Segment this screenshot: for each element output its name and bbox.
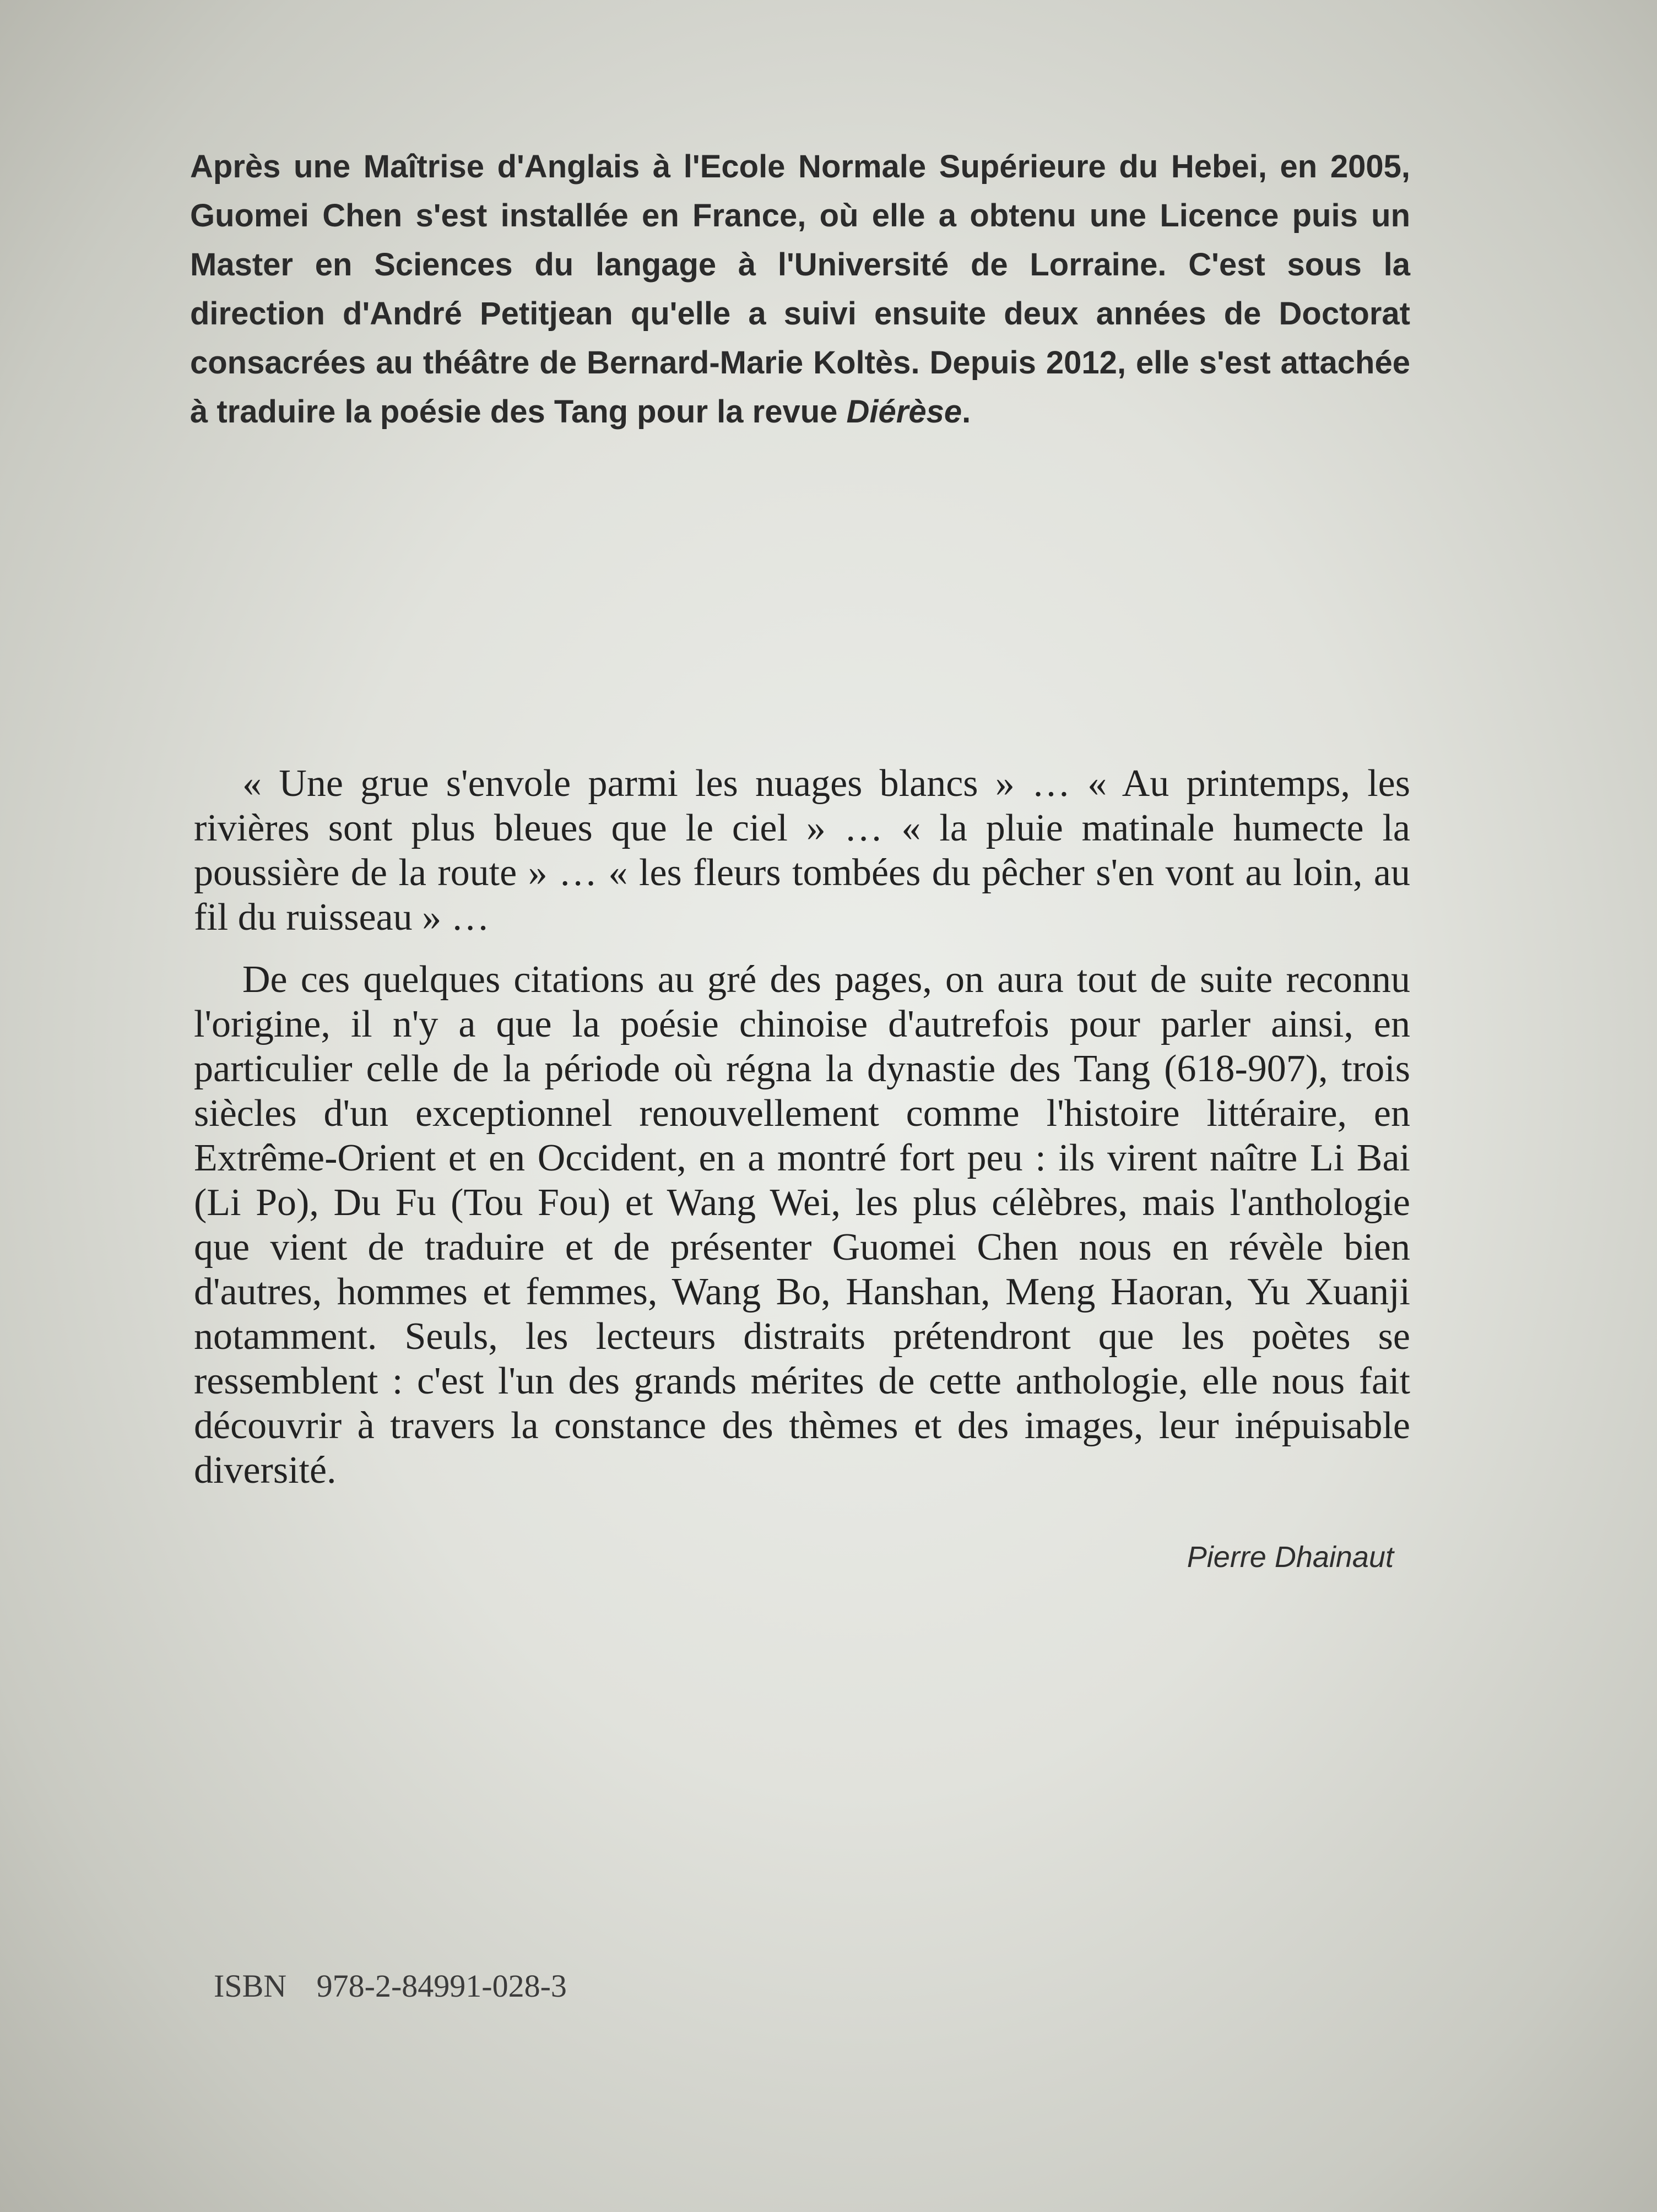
translator-bio — [190, 142, 1410, 436]
bio-text-end: . — [962, 394, 971, 430]
journal-title: Diérèse — [846, 394, 962, 430]
commentary-paragraph: De ces quelques citations au gré des pages, on aura tout de suite reconnu l'origine, il n'y a que la poésie chinoise d'autrefois pour parler ainsi, en particulier celle de la période où régna la dynastie des Tang (618-907), trois siècles d'un exceptionnel renouvellement comme l'histoire littéraire, en Extrême-Orient et en Occident, en a montré fort peu : ils virent naître Li Bai (Li Po), Du Fu (Tou Fou) et Wang Wei, les plus célèbres, mais l'anthologie que vient de traduire et de présenter Guomei Chen nous en révèle bien d'autres, hommes et femmes, Wang Bo, Hanshan, Meng Haoran, Yu Xuanji notamment. Seuls, les lecteurs distraits prétendront que les poètes se ressemblent : c'est l'un des grands mérites de cette anthologie, elle nous fait découvrir à travers la constance des thèmes et des images, leur inépuisable diversité. — [194, 958, 1410, 1492]
isbn-line — [214, 1967, 567, 2004]
isbn-label: ISBN — [214, 1968, 287, 2004]
author-signature: Pierre Dhainaut — [1187, 1541, 1394, 1574]
presentation-text — [194, 761, 1410, 1510]
bio-text: Après une Maîtrise d'Anglais à l'Ecole Normale Supérieure du Hebei, en 2005, Guomei Chen s'est installée en France, où elle a obtenu une Licence puis un Master en Sciences du langage à l'Université de Lorraine. C'est sous la direction d'André Petitjean qu'elle a suivi ensuite deux années de Doctorat consacrées au théâtre de Bernard-Marie Koltès. Depuis 2012, elle s'est attachée à traduire la poésie des Tang pour la revue — [190, 149, 1410, 430]
isbn-number: 978-2-84991-028-3 — [316, 1968, 567, 2004]
quotes-paragraph: « Une grue s'envole parmi les nuages blancs » … « Au printemps, les rivières sont plus bleues que le ciel » … « la pluie matinale humecte la poussière de la route » … « les fleurs tombées du pêcher s'en vont au loin, au fil du ruisseau » … — [194, 762, 1410, 939]
